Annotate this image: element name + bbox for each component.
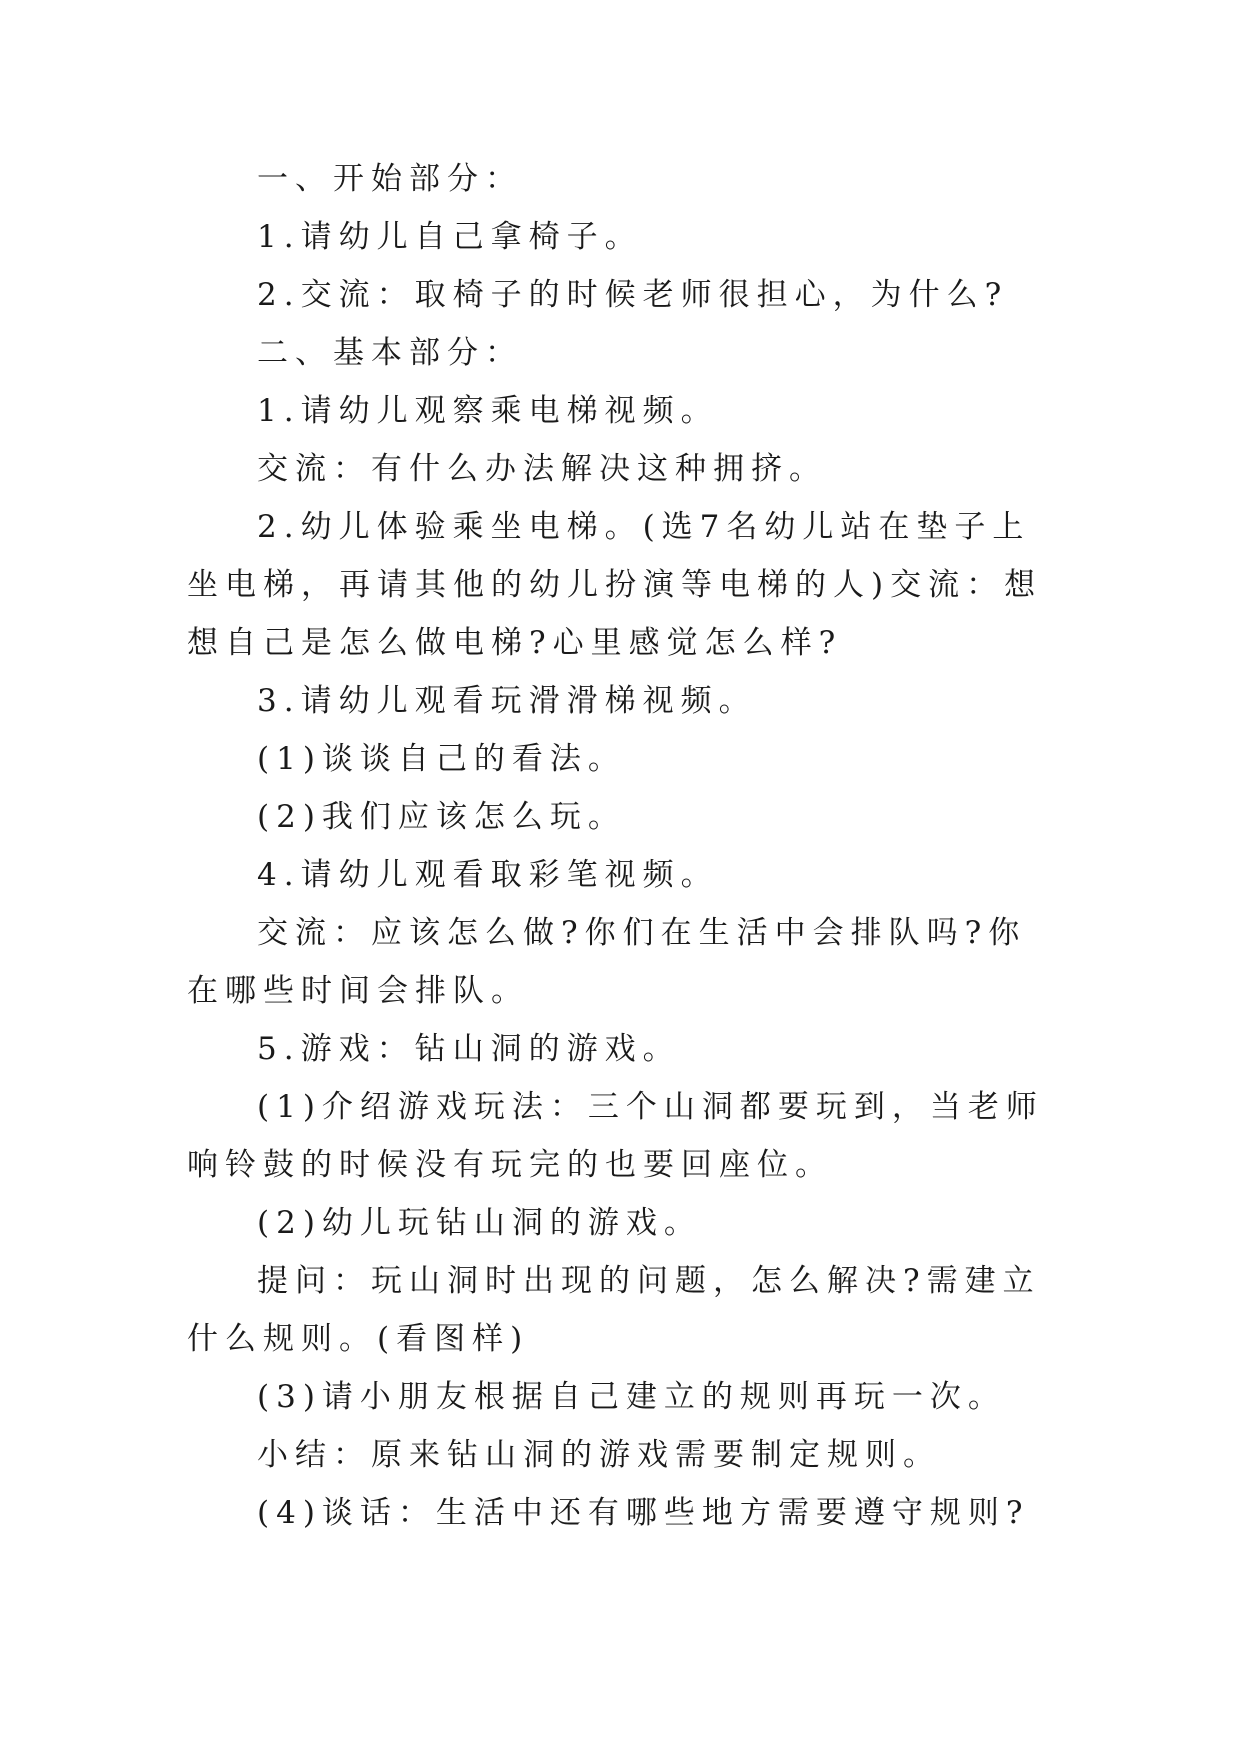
paragraph-step: (2)我们应该怎么玩。 <box>257 799 626 835</box>
paragraph-step: (3)请小朋友根据自己建立的规则再玩一次。 <box>257 1379 1006 1415</box>
document-page <box>187 150 1055 1542</box>
paragraph-step: 5.游戏：钻山洞的游戏。 <box>257 1031 681 1067</box>
paragraph-step: 交流：应该怎么做?你们在生活中会排队吗?你在哪些时间会排队。 <box>187 915 1027 1009</box>
paragraph-step: 3.请幼儿观看玩滑滑梯视频。 <box>257 683 757 719</box>
paragraph-step: (2)幼儿玩钻山洞的游戏。 <box>257 1205 702 1241</box>
paragraph-step: 2.幼儿体验乘坐电梯。(选7名幼儿站在垫子上坐电梯，再请其他的幼儿扮演等电梯的人)交流：想想自己是怎么做电梯?心里感觉怎么样? <box>187 509 1043 661</box>
paragraph-step: 1.请幼儿自己拿椅子。 <box>257 219 643 255</box>
paragraph-step: (1)介绍游戏玩法：三个山洞都要玩到，当老师响铃鼓的时候没有玩完的也要回座位。 <box>187 1089 1044 1183</box>
paragraph-step: 提问：玩山洞时出现的问题，怎么解决?需建立什么规则。(看图样) <box>187 1263 1041 1357</box>
section-heading-basic: 二、基本部分： <box>257 335 523 371</box>
paragraph-step: 1.请幼儿观察乘电梯视频。 <box>257 393 719 429</box>
paragraph-step: (1)谈谈自己的看法。 <box>257 741 626 777</box>
paragraph-step: 4.请幼儿观看取彩笔视频。 <box>257 857 719 893</box>
section-heading-start: 一、开始部分： <box>257 161 523 197</box>
paragraph-step: 交流：有什么办法解决这种拥挤。 <box>257 451 827 487</box>
paragraph-step: 2.交流：取椅子的时候老师很担心，为什么? <box>257 277 1009 313</box>
paragraph-step: 小结：原来钻山洞的游戏需要制定规则。 <box>257 1437 941 1473</box>
paragraph-step: (4)谈话：生活中还有哪些地方需要遵守规则? <box>257 1495 1030 1531</box>
